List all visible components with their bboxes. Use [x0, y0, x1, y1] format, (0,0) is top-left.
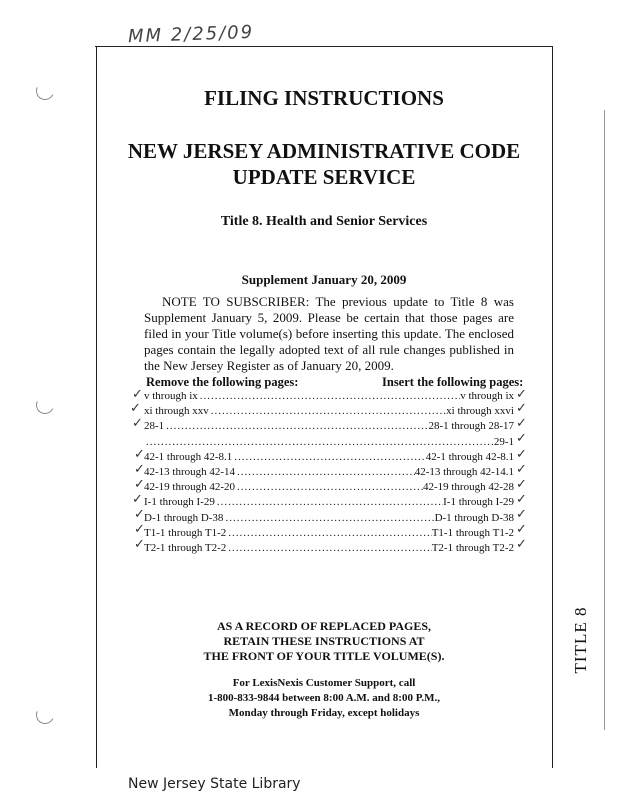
title-tab-label: TITLE 8: [571, 606, 590, 674]
support-line-2: 1-800-833-9844 between 8:00 A.M. and 8:00 P.M.,: [207, 692, 441, 704]
list-item: 42-13 through 42-14 ..... 42-13 through 42-14.1: [144, 465, 514, 480]
check-mark-icon: ✓: [134, 522, 145, 537]
list-item: v through ix ..... v through ix: [144, 389, 514, 404]
list-item: 42-19 through 42-20 ..... 42-19 through 42-28: [144, 480, 514, 495]
check-mark-icon: ✓: [516, 537, 527, 552]
list-item: 28-1 ..... 28-1 through 28-17: [144, 419, 514, 434]
punch-hole-mark: [33, 393, 56, 416]
check-mark-icon: ✓: [134, 477, 145, 492]
check-mark-icon: ✓: [516, 431, 527, 446]
check-mark-icon: ✓: [134, 462, 145, 477]
check-mark-icon: ✓: [130, 401, 141, 416]
check-mark-icon: ✓: [516, 477, 527, 492]
frame-top-border: [95, 46, 553, 47]
list-item: I-1 through I-29 ..... I-1 through I-29: [144, 495, 514, 510]
check-mark-icon: ✓: [516, 401, 527, 416]
check-mark-icon: ✓: [134, 537, 145, 552]
check-mark-icon: ✓: [516, 387, 527, 402]
list-item: T1-1 through T1-2 ..... T1-1 through T1-2: [144, 526, 514, 541]
title-tab: [553, 600, 605, 690]
punch-hole-mark: [33, 703, 56, 726]
support-line-3: Monday through Friday, except holidays: [228, 707, 420, 719]
service-heading: [96, 138, 552, 190]
page-title: FILING INSTRUCTIONS: [204, 86, 444, 110]
support-line-1: For LexisNexis Customer Support, call: [232, 677, 416, 689]
title-name: Title 8. Health and Senior Services: [220, 214, 428, 229]
service-line-2: UPDATE SERVICE: [232, 165, 416, 189]
check-mark-icon: ✓: [516, 462, 527, 477]
insert-heading: Insert the following pages:: [382, 375, 524, 389]
subscriber-note: NOTE TO SUBSCRIBER: The previous update to Title 8 was Supplement January 5, 2009. Please be certain that those pages are filed in your Title volume(s) before inserting this update. The enclosed pages contain the legally adopted text of all rule changes published in the New Jersey Register as of January 20, 2009.: [144, 294, 514, 373]
list-item: 42-1 through 42-8.1 ..... 42-1 through 42-8.1: [144, 450, 514, 465]
check-mark-icon: ✓: [132, 387, 143, 402]
list-item: xi through xxv ..... xi through xxvi: [144, 404, 514, 419]
service-line-1: NEW JERSEY ADMINISTRATIVE CODE: [127, 139, 521, 163]
check-mark-icon: ✓: [132, 416, 143, 431]
list-item: ..... 29-1: [144, 435, 514, 450]
page-replacement-list: [144, 389, 514, 556]
handwritten-date-note: MM 2/25/09: [127, 21, 255, 48]
record-line-2: RETAIN THESE INSTRUCTIONS AT: [223, 634, 425, 648]
record-line-3: THE FRONT OF YOUR TITLE VOLUME(S).: [203, 649, 445, 663]
record-instructions: [96, 619, 552, 664]
check-mark-icon: ✓: [516, 492, 527, 507]
record-line-1: AS A RECORD OF REPLACED PAGES,: [216, 619, 432, 633]
check-mark-icon: ✓: [516, 447, 527, 462]
check-mark-icon: ✓: [134, 507, 145, 522]
punch-hole-mark: [33, 79, 56, 102]
remove-heading: Remove the following pages:: [146, 375, 299, 389]
check-mark-icon: ✓: [134, 447, 145, 462]
list-item: D-1 through D-38 ..... D-1 through D-38: [144, 511, 514, 526]
customer-support: [96, 676, 552, 721]
check-mark-icon: ✓: [516, 416, 527, 431]
supplement-date: Supplement January 20, 2009: [241, 272, 407, 287]
check-mark-icon: ✓: [516, 522, 527, 537]
library-stamp: New Jersey State Library: [128, 776, 301, 792]
check-mark-icon: ✓: [132, 492, 143, 507]
list-item: T2-1 through T2-2 ..... T2-1 through T2-2: [144, 541, 514, 556]
check-mark-icon: ✓: [516, 507, 527, 522]
